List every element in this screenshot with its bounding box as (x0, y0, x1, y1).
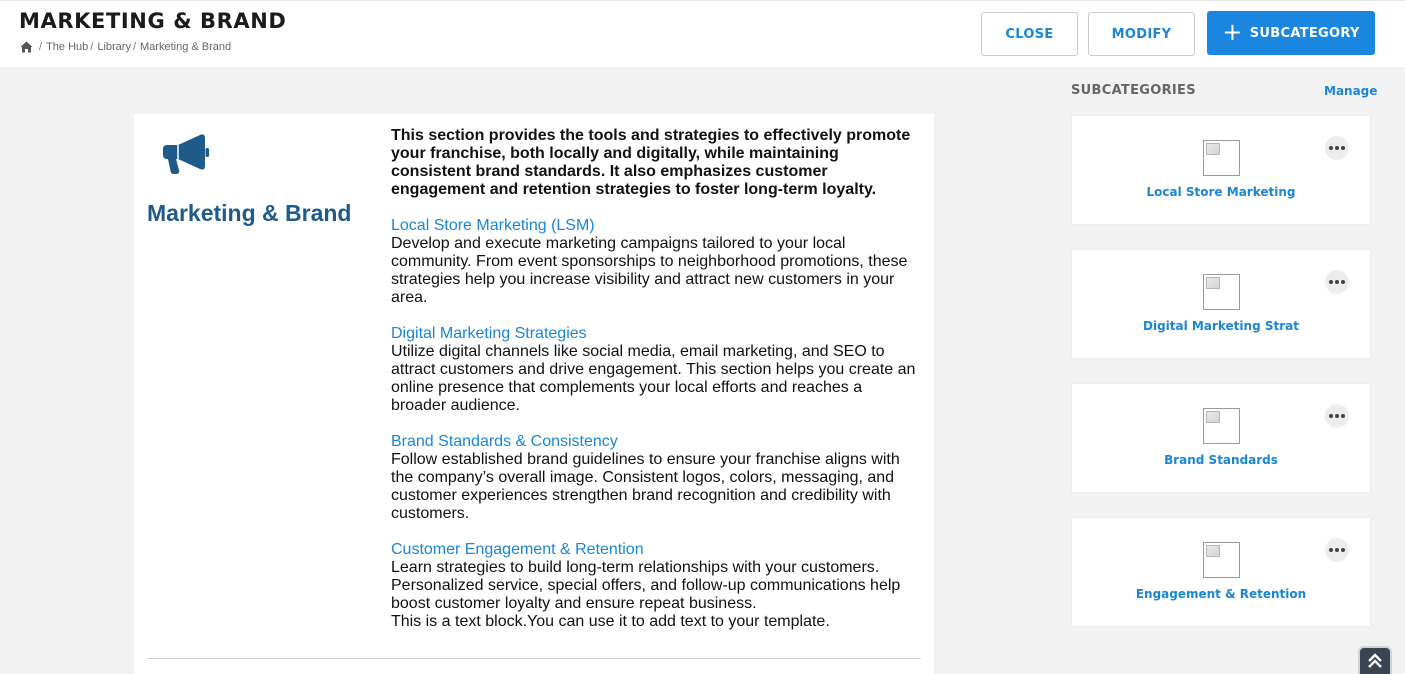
subcategories-header: SUBCATEGORIES (1071, 83, 1196, 98)
broken-image-icon (1203, 274, 1240, 310)
text-block-placeholder: This is a text block.You can use it to add text to your template. (391, 613, 830, 630)
section-title: Local Store Marketing (LSM) (391, 217, 595, 234)
section-digital-marketing (391, 325, 921, 415)
breadcrumb-item-the-hub[interactable]: The Hub (46, 41, 89, 53)
section-local-store-marketing (391, 217, 921, 307)
subcategory-card[interactable] (1071, 517, 1371, 627)
section-body: Learn strategies to build long-term relationships with your customers. Personalized service, special offers, and follow-up communications help boost customer loyalty and ensure repeat business. (391, 559, 901, 612)
intro-paragraph: This section provides the tools and strategies to effectively promote your franchise, both locally and digitally, while maintaining consistent brand standards. It also emphasizes customer engagement and retention strategies to foster long-term loyalty. (391, 127, 911, 198)
manage-link[interactable]: Manage (1324, 84, 1378, 98)
home-icon[interactable] (20, 41, 33, 53)
more-options-icon[interactable] (1325, 538, 1349, 562)
section-title: Customer Engagement & Retention (391, 541, 644, 558)
breadcrumb-separator: / (39, 41, 43, 53)
subcategory-card[interactable] (1071, 249, 1371, 359)
add-subcategory-button[interactable] (1207, 11, 1375, 55)
section-body: Develop and execute marketing campaigns tailored to your local community. From event sponsorships to neighborhood promotions, these strategies help you increase visibility and attract new customers in your area. (391, 235, 908, 306)
broken-image-icon (1203, 408, 1240, 444)
content-heading: Marketing & Brand (147, 200, 352, 226)
plus-icon: + (1222, 18, 1243, 46)
subcategory-label[interactable]: Local Store Marketing (1146, 185, 1296, 199)
section-customer-engagement (391, 541, 921, 631)
content-card (134, 114, 934, 674)
broken-image-icon (1203, 140, 1240, 176)
subcategory-label[interactable]: Engagement & Retention (1135, 587, 1307, 601)
modify-button[interactable]: MODIFY (1088, 12, 1195, 56)
breadcrumb (20, 41, 231, 53)
section-title: Brand Standards & Consistency (391, 433, 618, 450)
scroll-to-top-button[interactable] (1358, 646, 1392, 674)
breadcrumb-separator: / (132, 41, 137, 53)
more-options-icon[interactable] (1325, 136, 1349, 160)
section-title: Digital Marketing Strategies (391, 325, 587, 342)
more-options-icon[interactable] (1325, 404, 1349, 428)
content-text (391, 127, 921, 631)
divider (147, 658, 921, 659)
subcategory-card[interactable] (1071, 383, 1371, 493)
subcategory-card[interactable] (1071, 115, 1371, 225)
breadcrumb-separator: / (90, 41, 94, 53)
section-body: Follow established brand guidelines to ensure your franchise aligns with the company’s overall image. Consistent logos, colors, messaging, and customer experiences strengthen brand recognition and credibility with customers. (391, 451, 900, 522)
page-title: MARKETING & BRAND (19, 9, 287, 33)
add-subcategory-label: SUBCATEGORY (1249, 25, 1360, 41)
megaphone-icon (160, 132, 210, 176)
page-header (0, 0, 1405, 67)
breadcrumb-item-current: Marketing & Brand (140, 41, 232, 53)
close-button[interactable]: CLOSE (981, 12, 1078, 56)
double-chevron-up-icon (1367, 653, 1383, 669)
broken-image-icon (1203, 542, 1240, 578)
section-brand-standards (391, 433, 921, 523)
breadcrumb-item-library[interactable]: Library (97, 41, 131, 53)
subcategory-label[interactable]: Digital Marketing Strat (1143, 319, 1299, 333)
more-options-icon[interactable] (1325, 270, 1349, 294)
section-body: Utilize digital channels like social media, email marketing, and SEO to attract customers and drive engagement. This section helps you create an online presence that complements your local efforts and reaches a broader audience. (391, 343, 916, 414)
subcategory-label[interactable]: Brand Standards (1164, 453, 1278, 467)
